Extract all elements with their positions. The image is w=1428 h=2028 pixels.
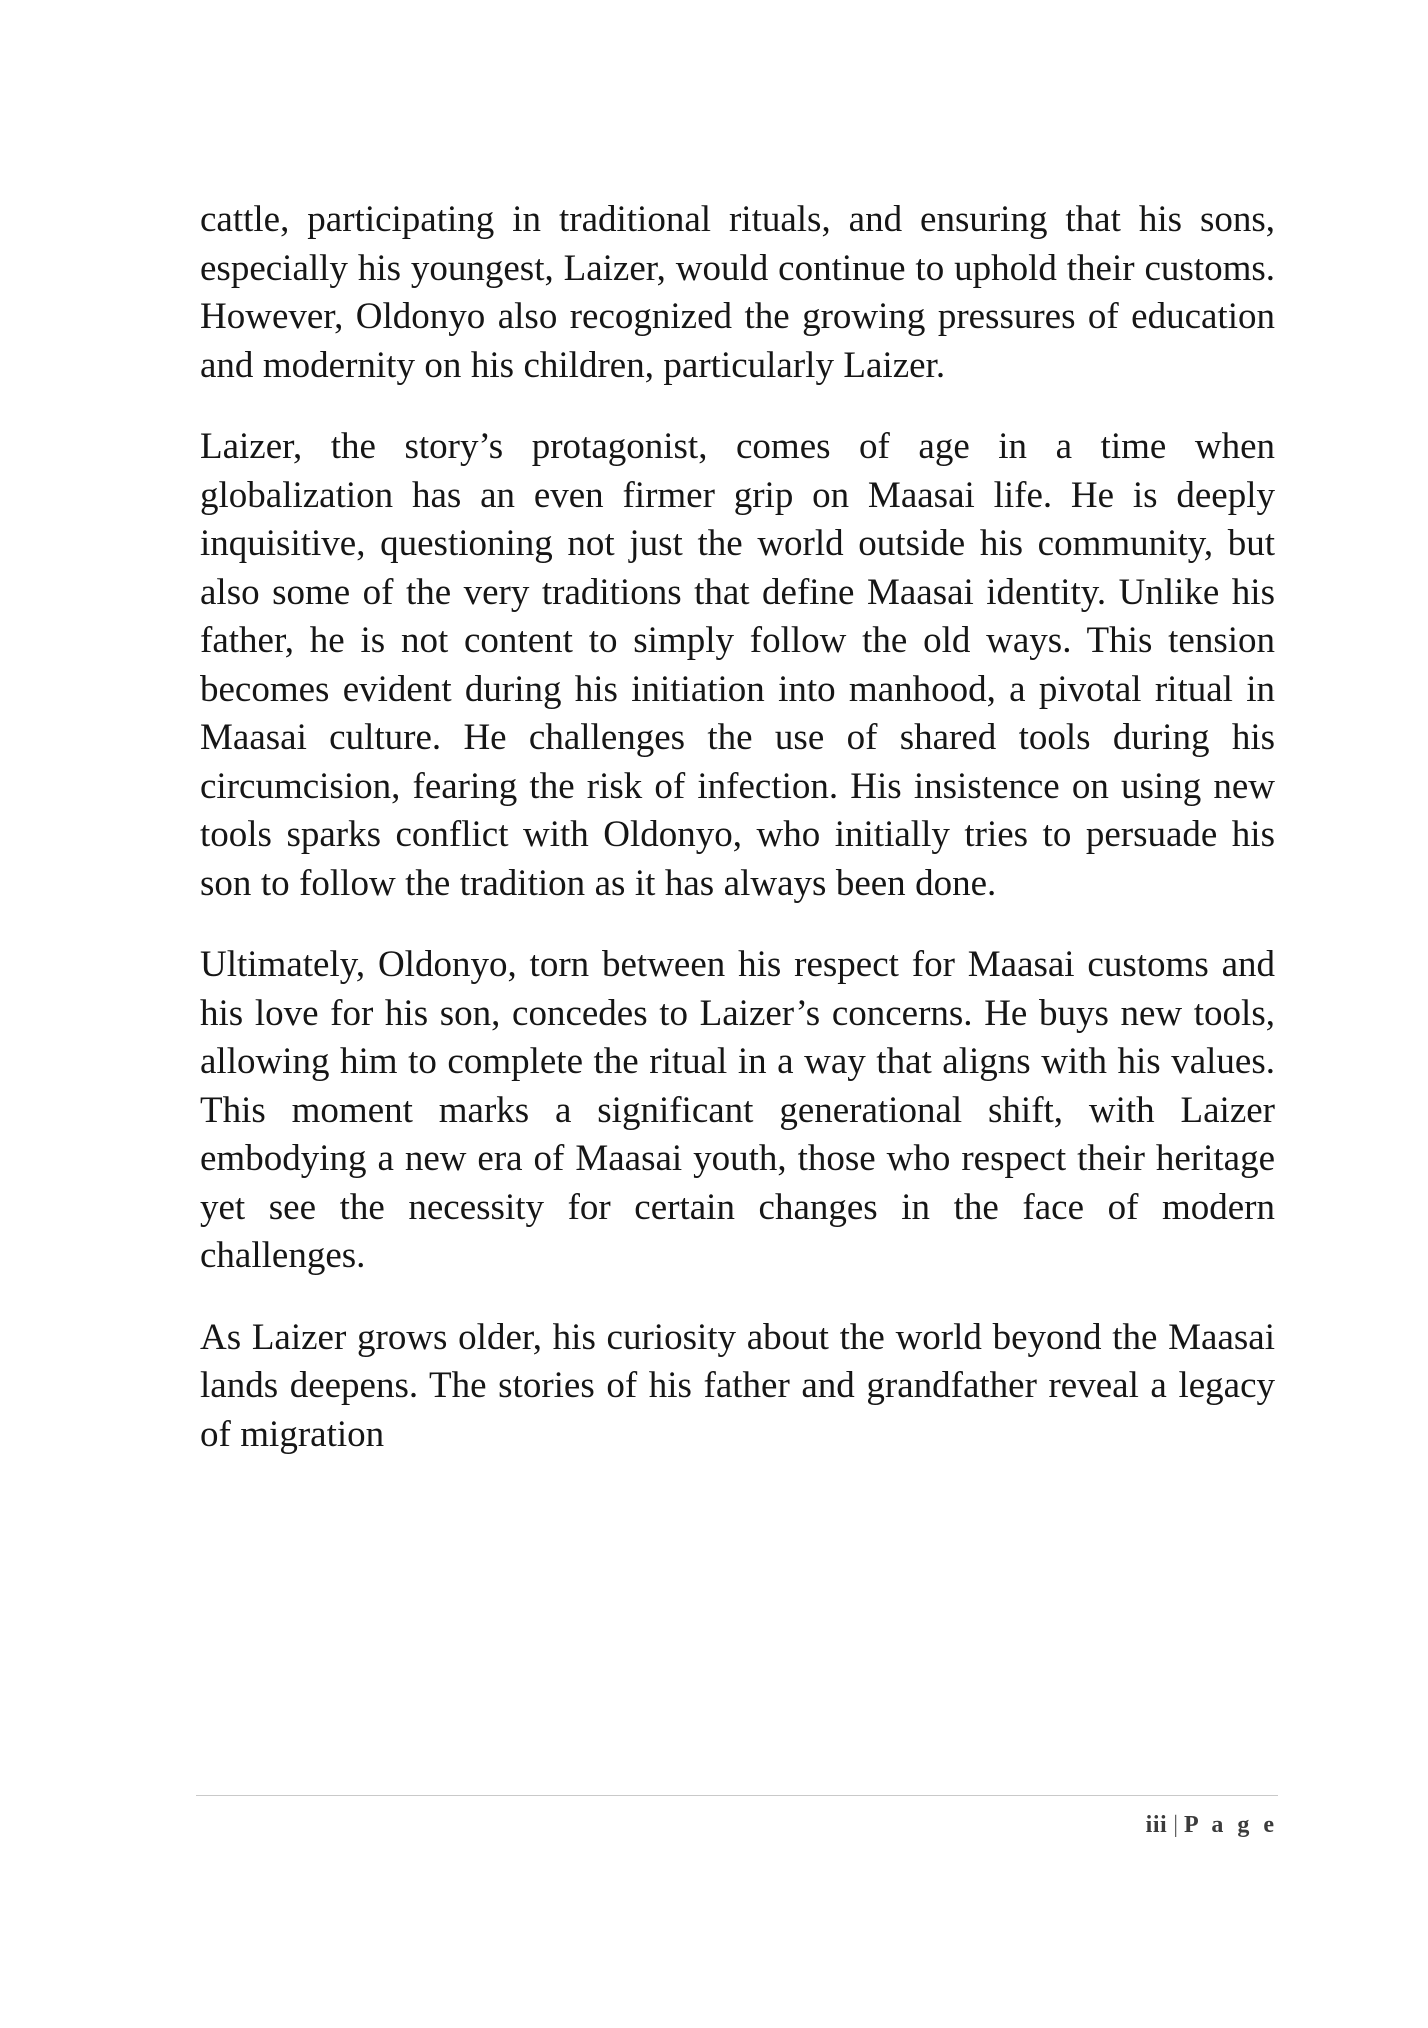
footer-divider bbox=[196, 1795, 1278, 1796]
paragraph-4: As Laizer grows older, his curiosity about the world beyond the Maasai lands deepens. The stories of his father and grandfather reveal a legacy of migration bbox=[200, 1316, 1275, 1455]
footer-separator: | bbox=[1173, 1812, 1178, 1838]
paragraph-1: cattle, participating in traditional rituals, and ensuring that his sons, especially his youngest, Laizer, would continue to uphold their customs. However, Oldonyo also recognized the growing pressures of education and modernity on his children, particularly Laizer. bbox=[200, 199, 1275, 386]
page-body bbox=[200, 196, 1275, 1459]
page-footer bbox=[778, 1812, 1278, 1839]
paragraph-2: Laizer, the story’s protagonist, comes of age in a time when globalization has an even firmer grip on Maasai life. He is deeply inquisitive, questioning not just the world outside his community, but also some of the very traditions that define Maasai identity. Unlike his father, he is not content to simply follow the old ways. This tension becomes evident during his initiation into manhood, a pivotal ritual in Maasai culture. He challenges the use of shared tools during his circumcision, fearing the risk of infection. His insistence on using new tools sparks conflict with Oldonyo, who initially tries to persuade his son to follow the tradition as it has always been done. bbox=[200, 426, 1275, 904]
paragraph-3: Ultimately, Oldonyo, torn between his respect for Maasai customs and his love for his son, concedes to Laizer’s concerns. He buys new tools, allowing him to complete the ritual in a way that aligns with his values. This moment marks a significant generational shift, with Laizer embodying a new era of Maasai youth, those who respect their heritage yet see the necessity for certain changes in the face of modern challenges. bbox=[200, 944, 1275, 1276]
footer-page-number: iii bbox=[1145, 1812, 1168, 1838]
footer-page-label: P a g e bbox=[1184, 1812, 1278, 1838]
